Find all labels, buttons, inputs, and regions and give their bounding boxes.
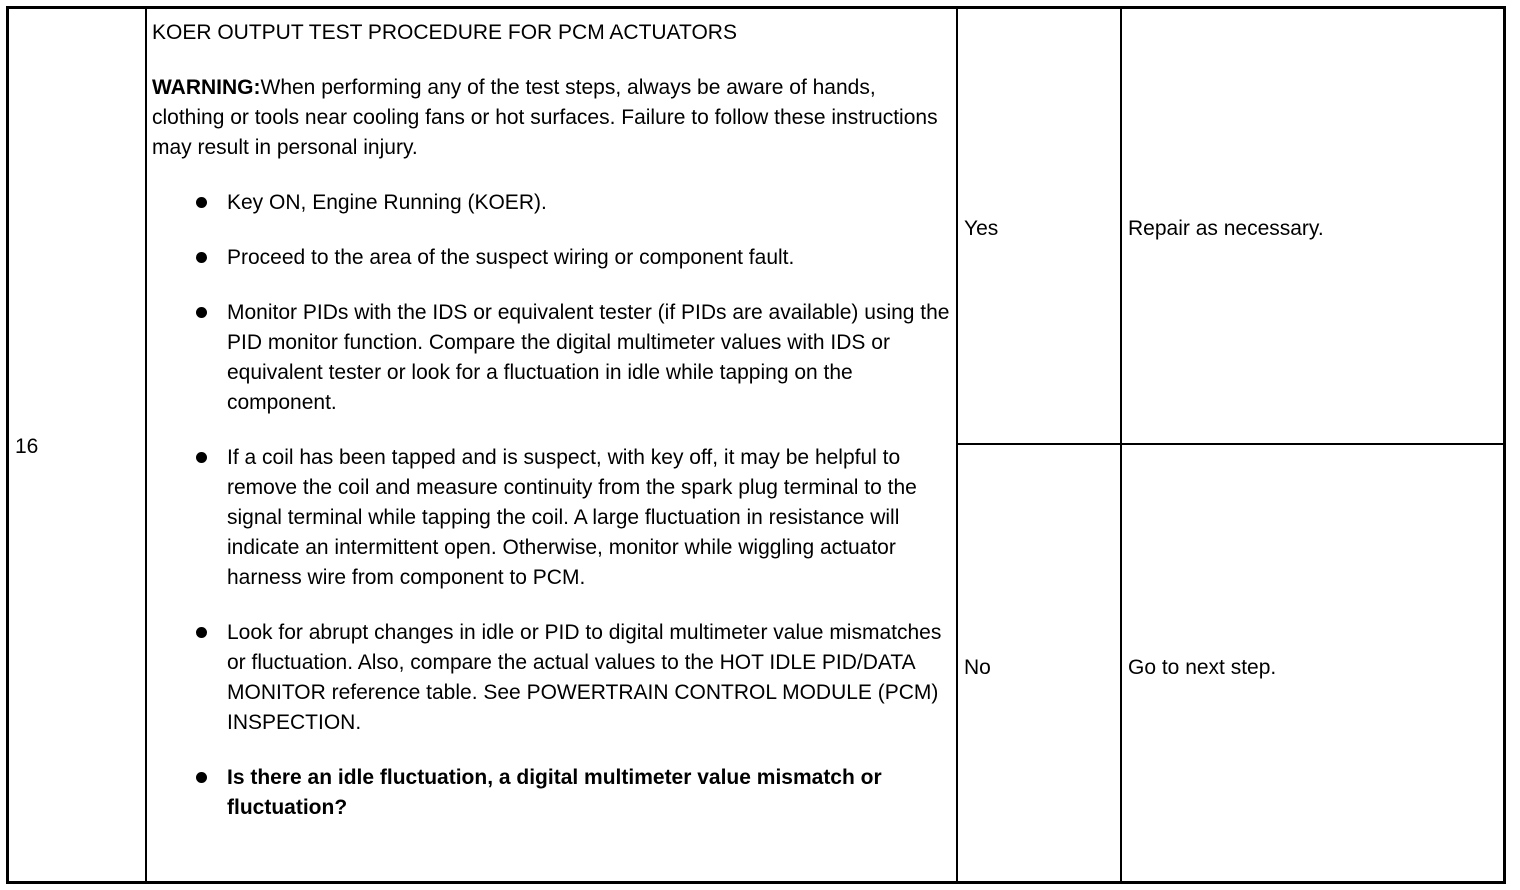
list-item-text: Proceed to the area of the suspect wiring or component fault. [227,246,795,269]
question-text: Is there an idle fluctuation, a digital multimeter value mismatch or fluctuation? [227,766,882,819]
procedure-table [6,6,1506,884]
warning-text: When performing any of the test steps, always be aware of hands, clothing or tools near cooling fans or hot surfaces. Failure to follow these instructions may result in personal injury. [152,76,938,159]
answer-no: No [964,656,991,679]
warning-label: WARNING: [152,76,261,99]
list-item [227,243,952,273]
list-item [227,618,952,738]
column-divider [1120,9,1122,881]
procedure-steps-list [152,188,952,823]
step-number: 16 [15,435,39,458]
answer-yes: Yes [964,217,999,240]
bullet-icon [196,772,207,783]
list-item-text: Monitor PIDs with the IDS or equivalent tester (if PIDs are available) using the PID monitor function. Compare the digital multimeter values with IDS or equivalent tester or look for a fluctuation in idle while tapping on the component. [227,301,950,414]
row-divider [956,443,1503,445]
bullet-icon [196,307,207,318]
bullet-icon [196,452,207,463]
column-divider [956,9,958,881]
column-divider [145,9,147,881]
question-item [227,763,952,823]
list-item [227,188,952,218]
list-item-text: Key ON, Engine Running (KOER). [227,191,547,214]
list-item [227,298,952,418]
list-item-text: Look for abrupt changes in idle or PID to digital multimeter value mismatches or fluctuation. Also, compare the actual values to the HOT IDLE PID/DATA MONITOR reference table. See POWERTRAIN CONTROL MODULE (PCM) INSPECTION. [227,621,942,734]
bullet-icon [196,252,207,263]
list-item [227,443,952,593]
bullet-icon [196,627,207,638]
bullet-icon [196,197,207,208]
action-yes: Repair as necessary. [1128,217,1324,240]
action-no: Go to next step. [1128,656,1277,679]
procedure-title: KOER OUTPUT TEST PROCEDURE FOR PCM ACTUATORS [152,21,737,44]
warning-paragraph [152,73,952,163]
list-item-text: If a coil has been tapped and is suspect, with key off, it may be helpful to remove the coil and measure continuity from the spark plug terminal to the signal terminal while tapping the coil. A large fluctuation in resistance will indicate an intermittent open. Otherwise, monitor while wiggling actuator harness wire from component to PCM. [227,446,917,589]
procedure-cell [152,18,952,823]
